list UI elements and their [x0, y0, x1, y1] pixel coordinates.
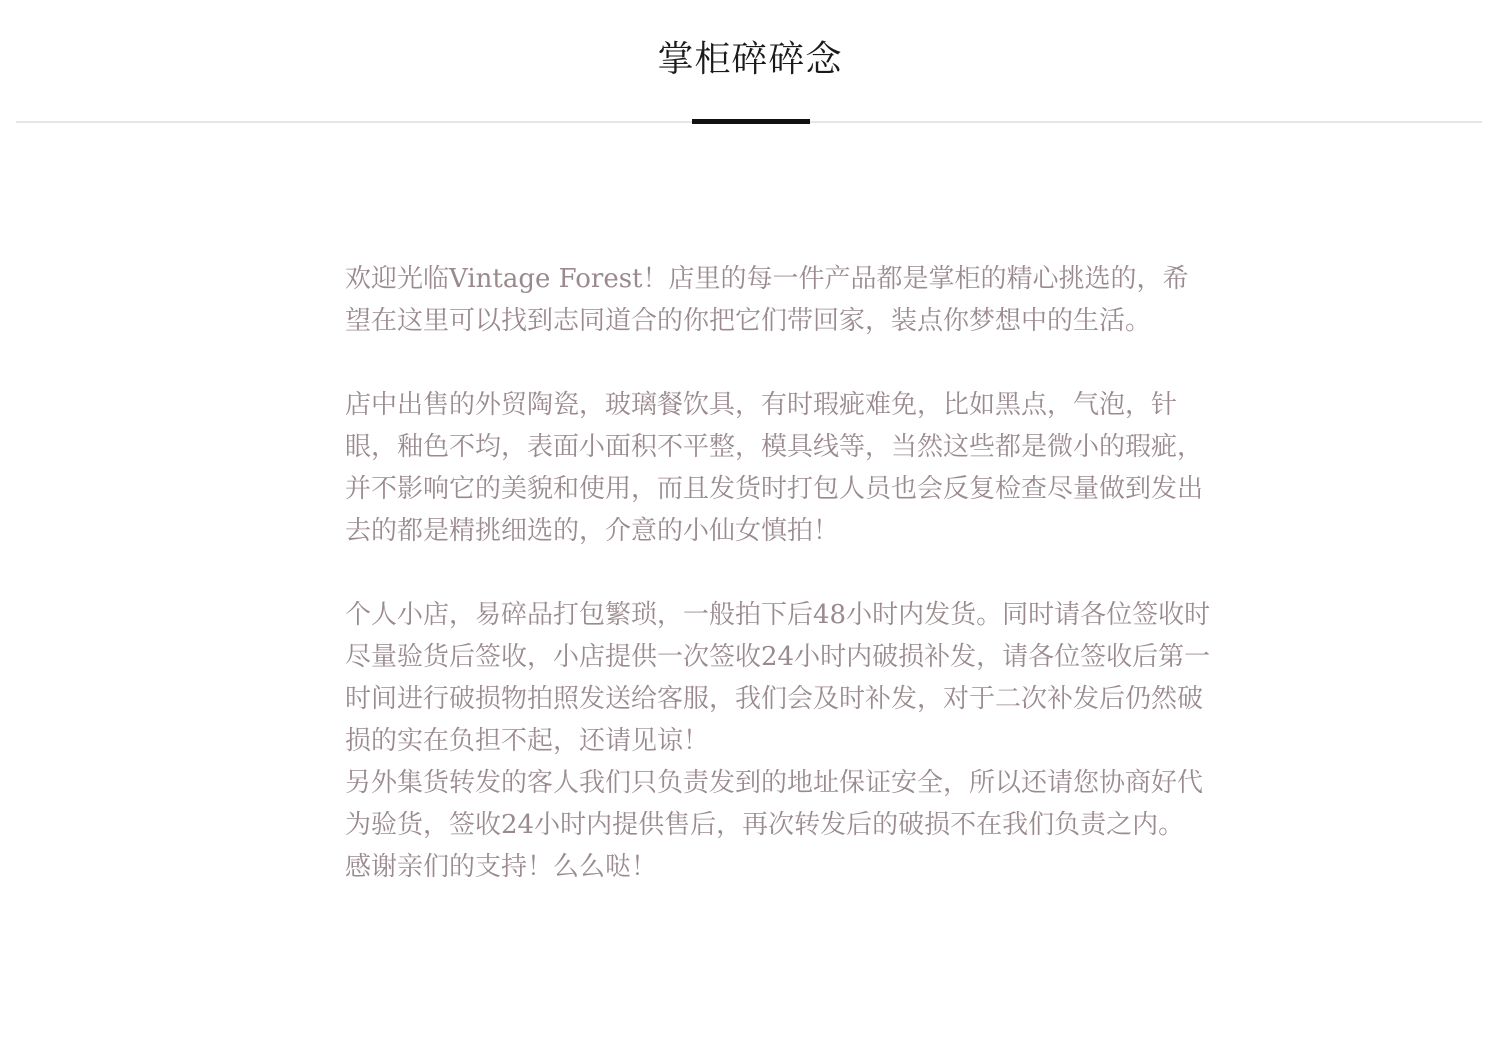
paragraph-welcome: 欢迎光临Vintage Forest！店里的每一件产品都是掌柜的精心挑选的，希望在这里可以找到志同道合的你把它们带回家，装点你梦想中的生活。	[345, 264, 1189, 336]
title-underline	[692, 119, 810, 124]
announcement-body	[345, 258, 1213, 888]
page-header	[0, 0, 1500, 126]
paragraph-defects-notice: 店中出售的外贸陶瓷，玻璃餐饮具，有时瑕疵难免，比如黑点，气泡，针眼，釉色不均，表面小面积不平整，模具线等，当然这些都是微小的瑕疵，并不影响它的美貌和使用，而且发货时打包人员也会反复检查尽量做到发出去的都是精挑细选的，介意的小仙女慎拍！	[345, 390, 1204, 546]
page-title: 掌柜碎碎念	[657, 39, 843, 80]
paragraph-forwarding-policy: 另外集货转发的客人我们只负责发到的地址保证安全，所以还请您协商好代为验货，签收24小时内提供售后，再次转发后的破损不在我们负责之内。 感谢亲们的支持！么么哒！	[345, 768, 1204, 882]
paragraph-shipping-policy: 个人小店，易碎品打包繁琐，一般拍下后48小时内发货。同时请各位签收时尽量验货后签收，小店提供一次签收24小时内破损补发，请各位签收后第一时间进行破损物拍照发送给客服，我们会及时补发，对于二次补发后仍然破损的实在负担不起，还请见谅！	[345, 600, 1211, 756]
